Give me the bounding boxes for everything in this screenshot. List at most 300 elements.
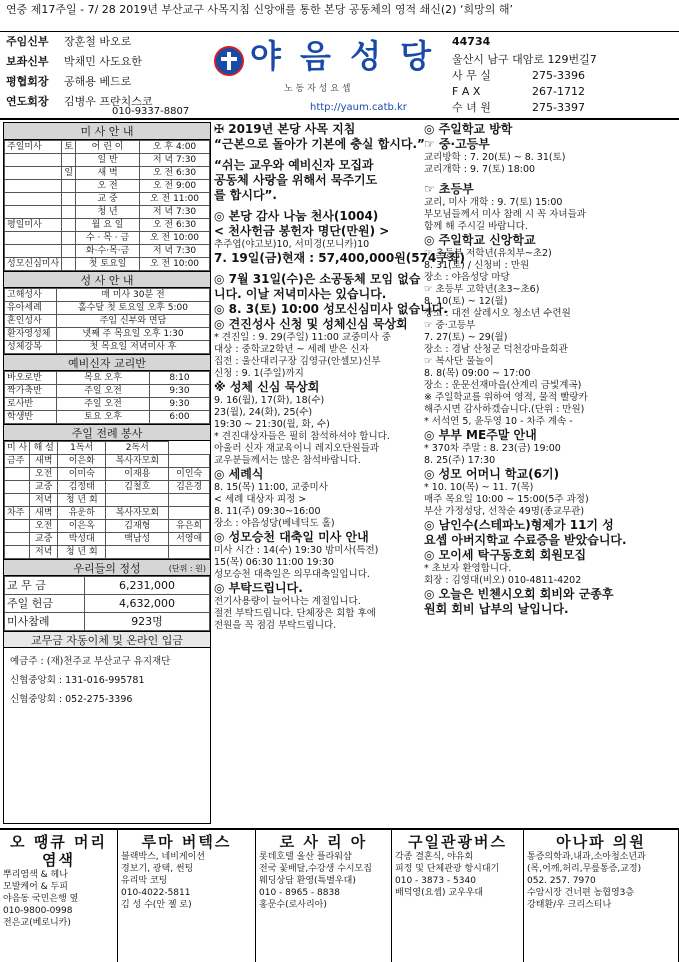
notice-line: * 초보자 환영합니다. [424,563,512,574]
notice-line: 대상 : 중학교2학년 ~ 세례 받은 신자 [214,344,369,355]
mass-row [5,154,210,167]
notice-line: * 370차 주말 : 8. 23(금) 19:00 [424,443,561,454]
mass-row-cell: 교 중 [76,193,140,206]
sacrament-row [5,315,210,328]
notice-line: 성모승천 대축일은 의무대축일입니다. [214,569,370,580]
service-row-cell: 새벽 [30,507,58,520]
clergy-row [6,76,131,89]
notice-line: 함께 해 주시길 바랍니다. [424,221,528,232]
parish-logo [206,32,436,120]
mass-row-cell: 첫 토요일 [76,258,140,271]
sacrament-row-cell: 성체강복 [5,341,57,354]
ad-line: 웨딩상담 환영(특별우대) [259,876,356,886]
ad-line: 홍문수(로사리아) [259,900,327,910]
transfer-title: 교무금 자동이체 및 온라인 입금 [4,631,210,648]
clergy-row [6,36,131,49]
notice-line: 장소 : 야음성당(베네딕도 홀) [214,518,335,529]
notice-line: 8. 10(토) ~ 12(월) [424,296,508,307]
service-row-cell [5,468,30,481]
header [0,32,679,120]
service-head-cell: 해 설 [30,442,58,455]
notice-heading: ◎ 성모승천 대축일 미사 안내 [214,530,369,544]
service-row-cell [5,533,30,546]
catechumen-row-cell: 목요 오후 [57,372,150,385]
service-row-cell: 이재용 [106,468,169,481]
mass-row-cell: 오 후 4:00 [140,141,210,154]
service-row-cell: 청 년 회 [58,494,106,507]
service-row-cell: 김철호 [106,481,169,494]
ad-line: 수암시장 건너편 농협영3층 [527,888,635,898]
mass-row-cell: 일 반 [76,154,140,167]
service-row-cell [169,494,210,507]
notice-line: 7. 27(토) ~ 29(월) [424,332,508,343]
right-column [424,122,676,824]
sacrament-row-cell: 고해성사 [5,289,57,302]
ad-box [118,830,256,962]
mass-row-cell [62,154,76,167]
contact-value: 267-1712 [532,85,585,98]
notice-line: 미사 시간 : 14(수) 19:30 밤미사(특전) [214,545,379,556]
account-1: 신협중앙회 : 131-016-995781 [10,675,145,686]
ad-line: 통증의학과,내과,소아청소년과 [527,852,646,862]
notice-heading: 를 합시다”. [214,188,277,202]
service-row-cell [106,546,169,559]
top-banner-text: 연중 제17주일 - 7/ 28 2019년 부산교구 사목지침 신앙애를 통한 본당 공동체의 영적 쇄신(2) ‘희망의 해’ [6,3,513,16]
notice-line: 부모님들께서 미사 참례 시 꼭 자녀들과 [424,209,586,220]
ad-line: 모발케어 & 두피 [3,882,68,892]
clergy-role: 평협회장 [6,75,49,88]
clergy-row [6,56,142,69]
mass-row-cell [5,232,62,245]
notice-heading: 공동체 사랑을 위해서 묵주기도 [214,173,378,187]
notice-line: 19:30 ~ 21:30(월, 화, 수) [214,419,330,430]
postal-code: 44734 [452,35,491,48]
ad-title: 오 땡큐 머리 염색 [10,833,107,869]
mass-row [5,141,210,154]
notice-heading: ◎ 주일학교 신앙학교 [424,233,536,247]
catechumen-row-cell: 주일 오전 [57,385,150,398]
catechumen-row [5,398,210,411]
mass-row [5,219,210,232]
ad-line: 블랙박스, 네비게이션 [121,852,205,862]
sacrament-row-cell: 첫 목요일 저녁미사 후 [57,341,210,354]
mass-row [5,193,210,206]
left-column [3,122,211,824]
ad-line: 전은교(베로니카) [3,918,71,928]
catechumen-row-cell: 9:30 [150,385,210,398]
clergy-role: 보좌신부 [6,55,49,68]
notice-heading: 요셉 아버지학교 수료증을 받았습니다. [424,533,627,547]
mass-row-cell: 오 전 10:00 [140,232,210,245]
mass-row-cell [62,206,76,219]
contact-value: 275-3397 [532,101,585,114]
depositor: 예금주 : (재)천주교 부산교구 유지재단 [10,656,171,667]
service-row-cell [169,546,210,559]
notice-line: * 견진대상자들은 필히 참석하셔야 합니다. [214,431,390,442]
service-row-cell: 오전 [30,520,58,533]
notice-heading: 원회 회비 납부의 날입니다. [424,602,569,616]
mass-row-cell [62,219,76,232]
ad-box [0,830,118,962]
catechumen-row-cell: 주일 오전 [57,398,150,411]
sacrament-row-cell: 주임 신부와 면담 [57,315,210,328]
notice-line: 교리, 미사 개학 : 9. 7(토) 15:00 [424,197,563,208]
notice-line: 전기사용량이 늘어나는 계절입니다. [214,596,361,607]
notice-line: 15(목) 06:30 11:00 19:30 [214,557,334,568]
mass-row-cell: 저 녁 7:30 [140,206,210,219]
notice-heading: ◎ 남인수(스테파노)형제가 11기 성 [424,518,614,532]
mass-row-cell: 월 요 일 [76,219,140,232]
contact-value: 275-3396 [532,69,585,82]
mass-row [5,245,210,258]
mass-row-cell: 어 린 이 [76,141,140,154]
notice-line: 장소 : 대전 살레시오 청소년 수련원 [424,308,571,319]
notice-heading: ◎ 견진성사 신청 및 성체신심 묵상회 [214,317,408,331]
offering-unit: (단위 : 원) [168,564,206,573]
sacrament-row [5,341,210,354]
notice-heading: ◎ 모이세 탁구동호회 회원모집 [424,548,587,562]
notice-line: 8. 8(목) 09:00 ~ 17:00 [424,368,531,379]
contact-label: 사 무 실 [452,69,491,82]
notice-line: 회장 : 김영대(비오) 010-4811-4202 [424,575,582,586]
ad-line: 010 - 3873 - 5340 [395,876,476,886]
offering-row-cell: 4,632,000 [85,595,210,613]
notice-heading: 니다. 이날 저녁미사는 있습니다. [214,287,387,301]
notice-heading: ☞ 초등부 [424,182,474,196]
notice-line: 집전 : 울산대리구장 김영규(안셀모)신부 [214,356,381,367]
service-row [5,468,210,481]
notice-line: 교리개학 : 9. 7(토) 18:00 [424,164,536,175]
ad-line: 배덕영(요셉) 교우우대 [395,888,484,898]
mass-row [5,206,210,219]
notice-line: 신청 : 9. 1(주일)까지 [214,368,304,379]
mass-row-cell: 오 전 10:00 [140,258,210,271]
mass-row-cell: 평일미사 [5,219,62,232]
ad-line: 롯데호텔 울산 플라워샵 [259,852,352,862]
mass-row-cell: 새 벽 [76,167,140,180]
notice-line: 9. 16(월), 17(화), 18(수) [214,395,325,406]
mass-row-cell: 오 전 [76,180,140,193]
notice-line: 전원을 꼭 점검 부탁드립니다. [214,620,337,631]
notice-heading: ☞ 중·고등부 [424,137,490,151]
offering-title-text: 우리들의 정성 [73,562,141,575]
catechumen-title: 예비신자 교리반 [4,354,210,371]
offering-row-cell: 주일 헌금 [5,595,85,613]
service-row-cell: 이인숙 [169,468,210,481]
catechumen-row-cell: 로사반 [5,398,57,411]
notice-heading: ◎ 오늘은 빈첸시오회 회비와 군종후 [424,587,614,601]
notice-heading: ◎ 부탁드립니다. [214,581,303,595]
notice-line: 매주 목요일 10:00 ~ 15:00(5주 과정) [424,494,589,505]
contact-row [452,102,585,115]
account-box [4,648,210,713]
offering-row-cell: 교 무 금 [5,577,85,595]
offering-row-cell: 미사참례 [5,613,85,631]
service-row-cell: 박성대 [58,533,106,546]
notice-line: ☞ 복사단 물놀이 [424,356,494,367]
service-table [4,441,210,559]
service-head-cell: 미 사 [5,442,30,455]
service-row-cell: 금주 [5,455,30,468]
notice-heading: ◎ 주일학교 방학 [424,122,513,136]
mass-row-cell: 오 전 6:30 [140,167,210,180]
ad-line: 전국 꽃배달,수강생 수시모집 [259,864,372,874]
mass-row-cell: 토 [62,141,76,154]
notice-line: ☞ 초등부 저학년(유치부~초2) [424,248,552,259]
ad-line: 강태환/우 크리스티나 [527,900,612,910]
notice-line: 해주시면 감사하겠습니다.(단위 : 만원) [424,404,585,415]
catechumen-row-cell: 짝가축반 [5,385,57,398]
service-row-cell: 유운하 [58,507,106,520]
mass-row [5,180,210,193]
notice-line: ☞ 중·고등부 [424,320,476,331]
service-row-cell [169,455,210,468]
service-row-cell: 새벽 [30,455,58,468]
service-row-cell: 이은옥 [58,520,106,533]
mass-row-cell [62,245,76,258]
contact-label: F A X [452,85,481,98]
notice-heading: ◎ 부부 ME주말 안내 [424,428,537,442]
notice-line: ※ 주일학교를 위하여 영적, 물적 빨랑카 [424,392,588,403]
catechumen-row-cell: 토요 오후 [57,411,150,424]
ad-line: 각종 결혼식, 야유회 [395,852,474,862]
mass-row [5,167,210,180]
top-banner [0,0,679,32]
ad-line: 피정 및 단체관광 항시대기 [395,864,500,874]
parish-name: 야 음 성 당 [250,37,436,75]
mass-row [5,258,210,271]
mass-row-cell: 저 녁 7:30 [140,245,210,258]
service-row-cell: 김은경 [169,481,210,494]
mass-row-cell: 오 전 6:30 [140,219,210,232]
ad-title: 루마 버텍스 [141,833,232,851]
ad-line: 야음동 국민은행 옆 [3,894,79,904]
notice-heading: ◎ 세례식 [214,467,264,481]
service-row-cell: 백남성 [106,533,169,546]
service-row-cell: 유은희 [169,520,210,533]
mass-row-cell: 오 전 9:00 [140,180,210,193]
president-phone: 010-9337-8807 [112,106,190,117]
offering-row-cell: 6,231,000 [85,577,210,595]
mass-row-cell [5,245,62,258]
service-row-cell: 저녁 [30,546,58,559]
service-row-cell [5,481,30,494]
ad-line: 010-4022-5811 [121,888,191,898]
sacrament-row [5,289,210,302]
mass-row-cell: 저 녁 7:30 [140,154,210,167]
sacrament-title: 성 사 안 내 [4,271,210,288]
catechumen-row-cell: 8:10 [150,372,210,385]
catechumen-row-cell: 학생반 [5,411,57,424]
sacrament-row-cell: 환자영성체 [5,328,57,341]
notice-line: 8. 25(주) 17:30 [424,455,496,466]
ad-line: (목,어깨,허리,무릎통증,교정) [527,864,642,874]
notice-line: 8. 31(토) / 신청비 : 만원 [424,260,530,271]
service-row-cell: 서영애 [169,533,210,546]
catechumen-row [5,372,210,385]
catechumen-row [5,385,210,398]
ad-title: 구일관광버스 [408,833,507,851]
mass-row-cell: 성모신심미사 [5,258,62,271]
mass-row-cell [5,154,62,167]
service-title: 주일 전례 봉사 [4,424,210,441]
service-row-cell: 이은화 [58,455,106,468]
mass-row-cell [5,206,62,219]
service-row-cell: 오전 [30,468,58,481]
sacrament-row-cell: 혼인성사 [5,315,57,328]
notice-line: 아울러 신자 재교육이니 레지오단원들과 [214,443,380,454]
mass-row-cell: 청 년 [76,206,140,219]
service-row-cell: 복사자모회 [106,455,169,468]
parish-url[interactable]: http://yaum.catb.kr [310,102,407,113]
service-row-cell: 김정태 [58,481,106,494]
catechumen-row-cell: 9:30 [150,398,210,411]
catechumen-row-cell: 6:00 [150,411,210,424]
service-row [5,507,210,520]
service-row-cell [5,494,30,507]
service-head-cell: 1독서 [58,442,106,455]
service-row [5,494,210,507]
service-row-cell: 교중 [30,533,58,546]
ad-line: 경보기, 광택, 썬팅 [121,864,194,874]
service-row-cell [5,520,30,533]
sacrament-row-cell: 유아세례 [5,302,57,315]
ad-box [524,830,679,962]
notice-line: 장소 : 야음성당 마당 [424,272,510,283]
service-head-row [5,442,210,455]
service-head-cell: 2독서 [106,442,169,455]
notice-heading: < 천사헌금 봉헌자 명단(만원) > [214,224,390,238]
notice-line: 장소 : 운문선재마을(산계리 금빛계곡) [424,380,582,391]
sacrament-row [5,328,210,341]
service-row [5,520,210,533]
notice-line: * 서석연 5, 윤두영 10 - 차주 계속 - [424,416,573,427]
mass-row-cell: 화·수·목·금 [76,245,140,258]
mass-table [4,140,210,271]
mass-row-cell [62,258,76,271]
notice-line: * 견진일 : 9. 29(주일) 11:00 교중미사 중 [214,332,391,343]
offering-row [5,613,210,631]
ad-title: 로 사 리 아 [279,833,368,851]
clergy-name: 장훈철 바오로 [64,35,132,48]
notice-heading: ◎ 성모 어머니 학교(6기) [424,467,560,481]
offering-row-cell: 923명 [85,613,210,631]
clergy-name: 박채민 사도요한 [64,55,142,68]
notice-line: 교우분들께서는 많은 참석바랍니다. [214,455,361,466]
service-row-cell: 복사자모회 [106,507,169,520]
service-row-cell [5,546,30,559]
contact-label: 수 녀 원 [452,101,491,114]
catechumen-row-cell: 바오로반 [5,372,57,385]
sacrament-table [4,288,210,354]
ad-line: 052. 257. 7970 [527,876,596,886]
notice-line: 교리방학 : 7. 20(토) ~ 8. 31(토) [424,152,566,163]
mass-row-cell [62,180,76,193]
service-row-cell: 청 년 회 [58,546,106,559]
notice-line: 8. 15(목) 11:00, 교중미사 [214,482,328,493]
ads-row [0,828,679,960]
offering-row [5,577,210,595]
service-row-cell: 저녁 [30,494,58,507]
mass-row-cell: 오 전 11:00 [140,193,210,206]
service-row [5,481,210,494]
notice-heading: ◎ 7월 31일(수)은 소공동체 모임 없습 [214,272,421,286]
mass-title: 미 사 안 내 [4,123,210,140]
notice-heading: ◎ 본당 감사 나눔 천사(1004) [214,209,379,223]
notice-line: 절전 부탁드립니다. 단체장은 회합 후에 [214,608,376,619]
service-row [5,546,210,559]
service-row [5,533,210,546]
address: 울산시 남구 대암로 129번길7 [452,53,597,66]
notice-heading: “근본으로 돌아가 기본에 충실 합시다.” [214,137,425,151]
contact-row [452,70,585,83]
service-row-cell [169,507,210,520]
service-row-cell: 이미숙 [58,468,106,481]
clergy-role: 주임신부 [6,35,49,48]
sacrament-row-cell: 넷째 주 목요일 오후 1:30 [57,328,210,341]
notice-line: ☞ 초등부 고학년(초3~초6) [424,284,540,295]
service-row-cell: 김재형 [106,520,169,533]
mass-row [5,232,210,245]
notice-heading: ✠ 2019년 본당 사목 지침 [214,122,356,136]
ad-line: 뿌리염색 & 헤나 [3,870,68,880]
clergy-role: 연도회장 [6,95,49,108]
ad-box [256,830,392,962]
ad-title: 아나파 의원 [556,833,646,851]
mass-row-cell: 수 · 목 · 금 [76,232,140,245]
offering-title [4,559,210,576]
contact-row [452,86,585,99]
mass-row-cell [5,193,62,206]
ad-line: 김 성 수(안 젤 로) [121,900,192,910]
notice-heading: 7. 19일(금)현재 : 57,400,000원(574구좌) [214,251,465,265]
offering-table [4,576,210,631]
service-row-cell: 교중 [30,481,58,494]
account-2: 신협중앙회 : 052-275-3396 [10,694,133,705]
clergy-name: 공해용 베드로 [64,75,132,88]
ad-line: 유리막 코팅 [121,876,168,886]
notice-line: 8. 11(주) 09:30~16:00 [214,506,321,517]
ad-line: 010-9800-0998 [3,906,73,916]
notice-line: 추주엽(야고보)10, 서미경(모니카)10 [214,239,370,250]
mass-row-cell [5,180,62,193]
notice-heading: ◎ 8. 3(토) 10:00 성모신심미사 없습니다. [214,302,448,316]
catechumen-table [4,371,210,424]
notice-line: 부산 가정성당, 선착순 49명(종교무관) [424,506,585,517]
cross-emblem-icon [214,46,244,76]
notice-line: < 세례 대상자 피정 > [214,494,307,505]
parish-patron: 노 동 자 성 요 셉 [284,84,351,94]
ad-line: 010 - 8965 - 8838 [259,888,340,898]
sacrament-row-cell: 홀수달 첫 토요일 오후 5:00 [57,302,210,315]
clergy-name: 김병우 프란치스코 [64,95,153,108]
sacrament-row-cell: 매 미사 30분 전 [57,289,210,302]
notice-line: 23(월), 24(화), 25(수) [214,407,313,418]
notice-line: 장소 : 경남 산청군 덕천강마을회관 [424,344,568,355]
offering-row [5,595,210,613]
sacrament-row [5,302,210,315]
notice-heading: ※ 성체 신심 묵상회 [214,380,320,394]
service-row-cell [106,494,169,507]
mass-row-cell [5,167,62,180]
mass-row-cell: 일 [62,167,76,180]
mass-row-cell [62,193,76,206]
service-row [5,455,210,468]
ad-box [392,830,524,962]
notice-line: * 10. 10(목) ~ 11. 7(목) [424,482,534,493]
notice-heading: “쉬는 교우와 예비신자 모집과 [214,158,374,172]
catechumen-row [5,411,210,424]
